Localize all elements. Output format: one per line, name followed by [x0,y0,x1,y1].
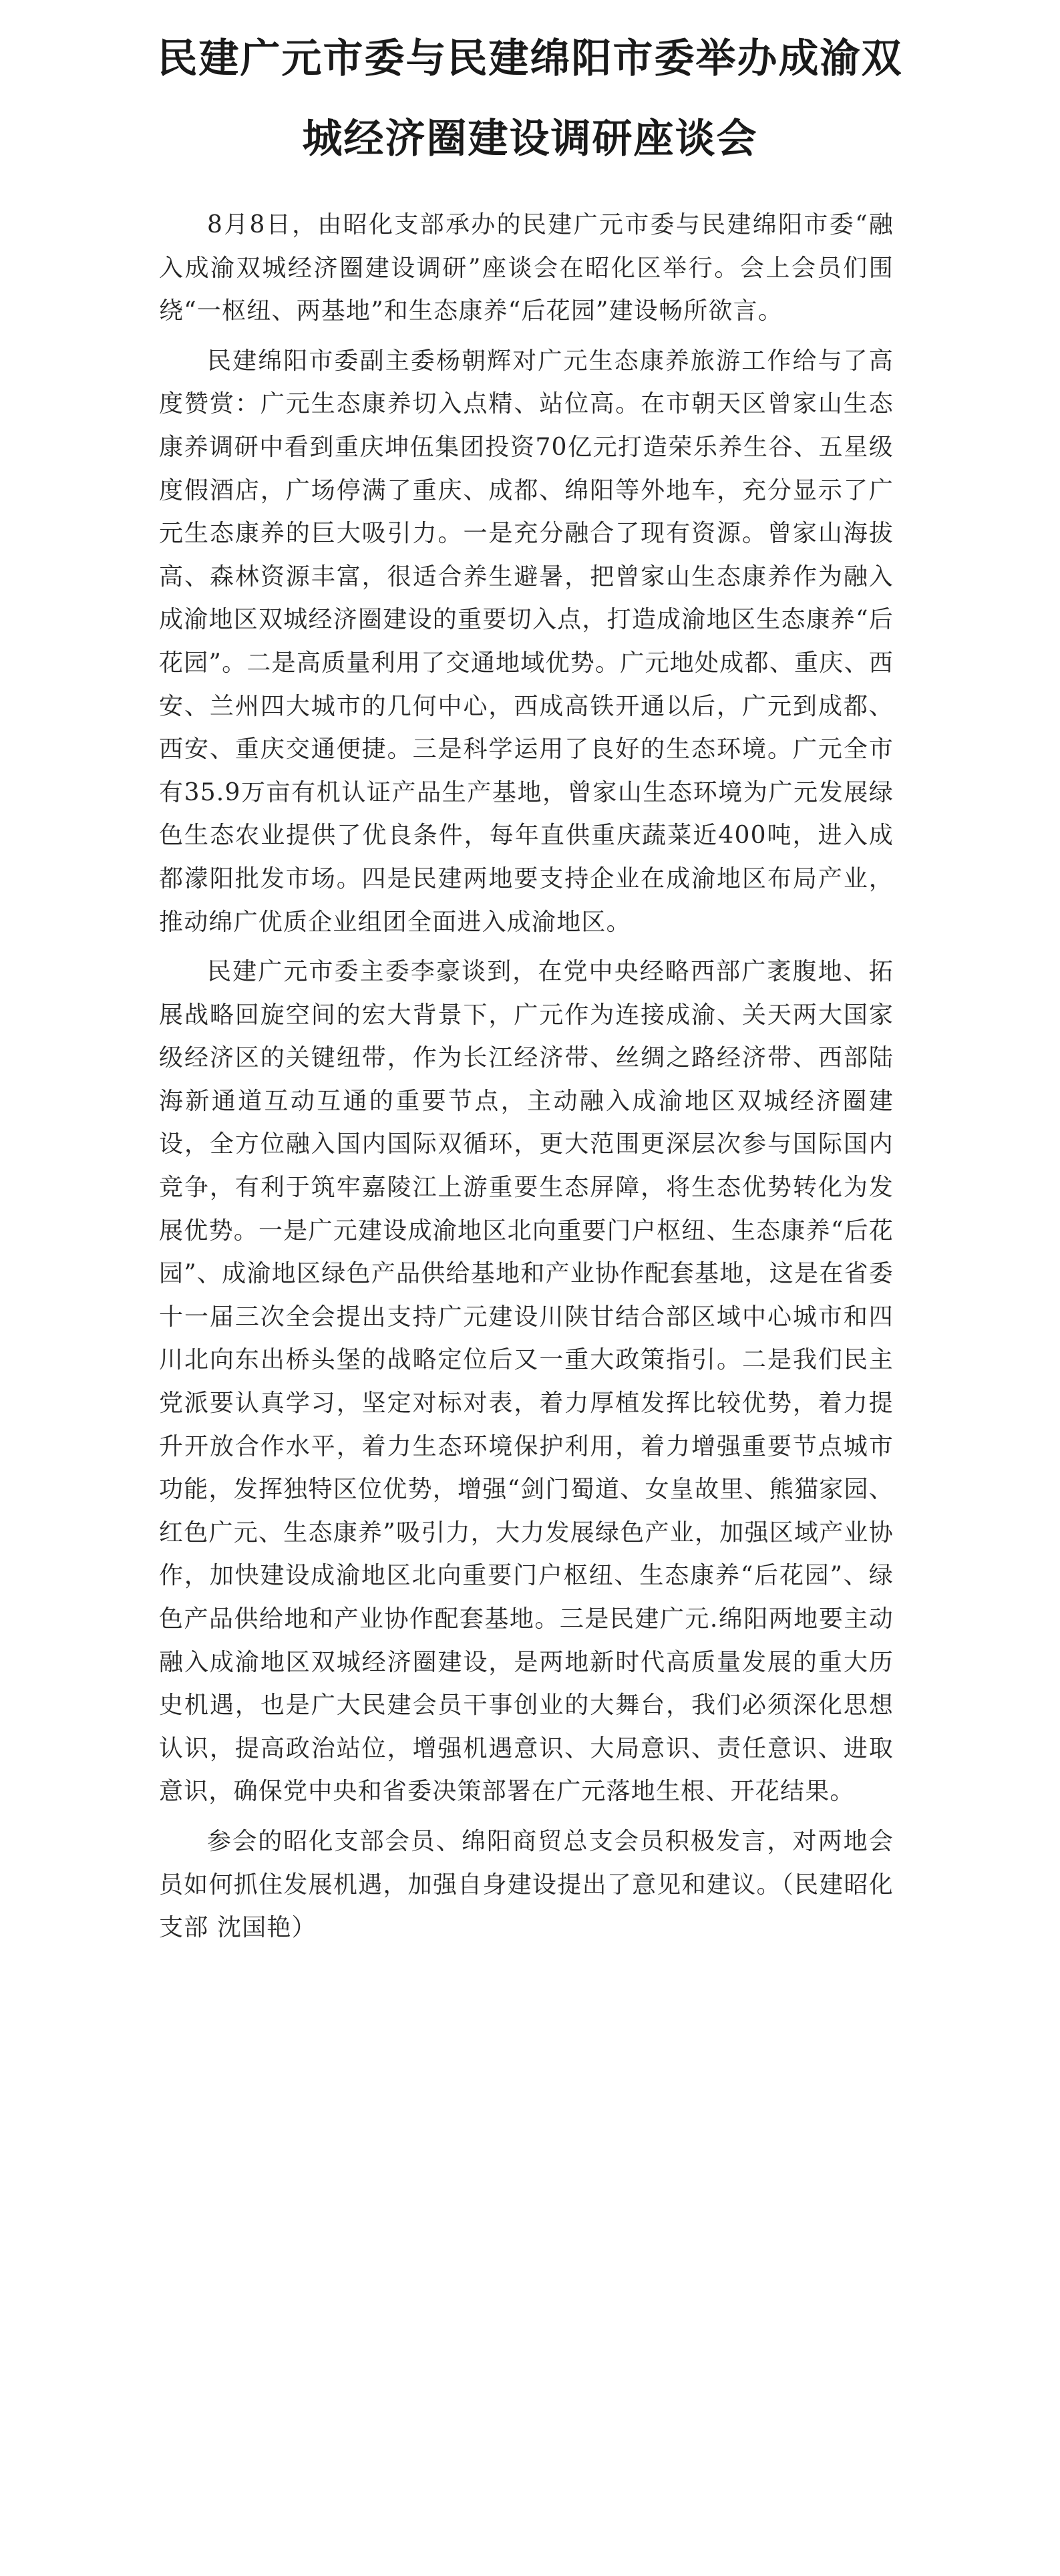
article-title-line-2: 城经济圈建设调研座谈会 [302,116,758,163]
paragraph: 参会的昭化支部会员、绵阳商贸总支会员积极发言，对两地会员如何抓住发展机遇，加强自身建设提出了意见和建议。（民建昭化支部 沈国艳） [159,1827,894,1942]
paragraph: 8月8日，由昭化支部承办的民建广元市委与民建绵阳市委“融入成渝双城经济圈建设调研”座谈会在昭化区举行。会上会员们围绕“一枢纽、两基地”和生态康养“后花园”建设畅所欲言。 [159,211,894,325]
paragraph: 民建绵阳市委副主委杨朝辉对广元生态康养旅游工作给与了高度赞赏：广元生态康养切入点精、站位高。在市朝天区曾家山生态康养调研中看到重庆坤伍集团投资70亿元打造荣乐养生谷、五星级度假酒店，广场停满了重庆、成都、绵阳等外地车，充分显示了广元生态康养的巨大吸引力。一是充分融合了现有资源。曾家山海拔高、森林资源丰富，很适合养生避暑，把曾家山生态康养作为融入成渝地区双城经济圈建设的重要切入点，打造成渝地区生态康养“后花园”。二是高质量利用了交通地域优势。广元地处成都、重庆、西安、兰州四大城市的几何中心，西成高铁开通以后，广元到成都、西安、重庆交通便捷。三是科学运用了良好的生态环境。广元全市有35.9万亩有机认证产品生产基地，曾家山生态环境为广元发展绿色生态农业提供了优良条件，每年直供重庆蔬菜近400吨，进入成都濛阳批发市场。四是民建两地要支持企业在成渝地区布局产业，推动绵广优质企业组团全面进入成渝地区。 [159,347,894,936]
paragraph: 民建广元市委主委李豪谈到，在党中央经略西部广袤腹地、拓展战略回旋空间的宏大背景下，广元作为连接成渝、关天两大国家级经济区的关键纽带，作为长江经济带、丝绸之路经济带、西部陆海新通道互动互通的重要节点，主动融入成渝地区双城经济圈建设，全方位融入国内国际双循环，更大范围更深层次参与国际国内竞争，有利于筑牢嘉陵江上游重要生态屏障，将生态优势转化为发展优势。一是广元建设成渝地区北向重要门户枢纽、生态康养“后花园”、成渝地区绿色产品供给基地和产业协作配套基地，这是在省委十一届三次全会提出支持广元建设川陕甘结合部区域中心城市和四川北向东出桥头堡的战略定位后又一重大政策指引。二是我们民主党派要认真学习，坚定对标对表，着力厚植发挥比较优势，着力提升开放合作水平，着力生态环境保护利用，着力增强重要节点城市功能，发挥独特区位优势，增强“剑门蜀道、女皇故里、熊猫家园、红色广元、生态康养”吸引力，大力发展绿色产业，加强区域产业协作，加快建设成渝地区北向重要门户枢纽、生态康养“后花园”、绿色产品供给地和产业协作配套基地。三是民建广元.绵阳两地要主动融入成渝地区双城经济圈建设，是两地新时代高质量发展的重大历史机遇，也是广大民建会员干事创业的大舞台，我们必须深化思想认识，提高政治站位，增强机遇意识、大局意识、责任意识、进取意识，确保党中央和省委决策部署在广元落地生根、开花结果。 [159,958,894,1806]
article-title-line-1: 民建广元市委与民建绵阳市委举办成渝双 [157,35,903,83]
article-body [159,204,894,1957]
